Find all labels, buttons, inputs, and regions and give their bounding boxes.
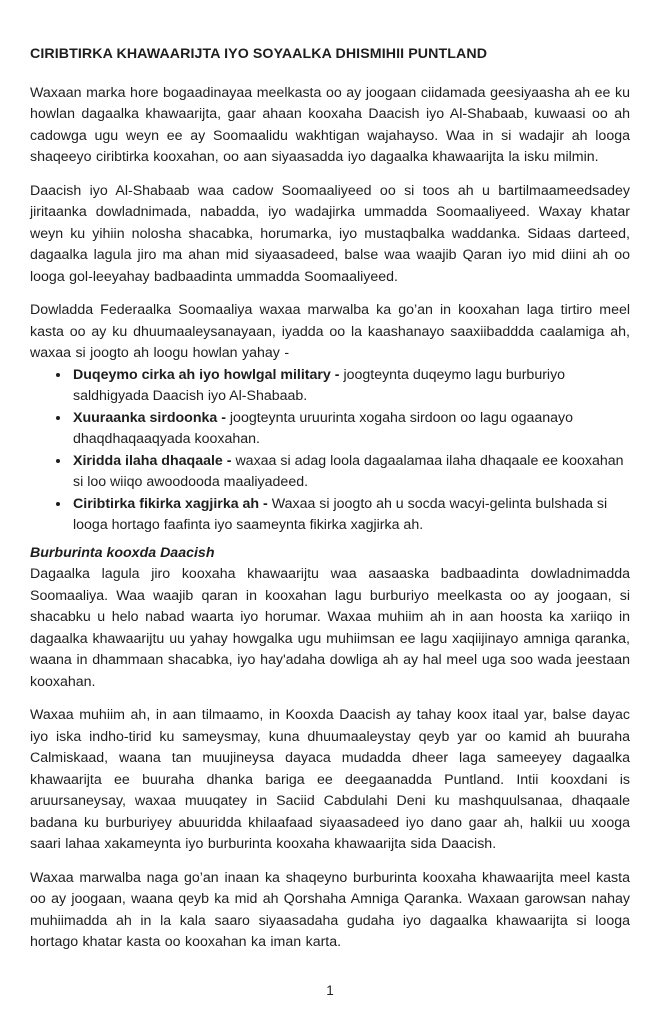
paragraph-closing: Waxaa marwalba naga go’an inaan ka shaqeyno burburinta kooxaha khawaarijta meel kasta oo ay joogaan, waana qeyb ka mid ah Qorshaha Amniga Qaranka. Waxaan garowsan nahay muhiimadda ah in la kala saaro siyaasadaha gudaha iyo dagaalka khawaarijta si looga hortago khatar kasta oo kooxahan ka iman karta. <box>30 869 630 950</box>
bullet-lead: Duqeymo cirka ah iyo howlgal military - <box>73 366 340 383</box>
paragraph-intro: Waxaan marka hore bogaadinayaa meelkasta oo ay joogaan ciidamada geesiyaasha ah ee ku howlan dagaalka khawaarijta, gaar ahaan kooxaha Daacish iyo Al-Shabaab, kuwaasi oo ah cadowga ugu weyn ee ay Soomaalidu wakhtigan wajahayso. Waa in si wadajir ah looga shaqeeyo ciribtirka kooxahan, oo aan siyaasadda iyo dagaalka khawaarijta la isku milmin. <box>30 84 630 165</box>
bullet-text: Waxaa si joogto ah u socda wacyi-gelinta bulshada si looga hortago faafinta iyo saameynta fikirka xagjirka ah. <box>73 495 608 533</box>
list-item-intelligence <box>71 408 630 451</box>
paragraph-government-commitment: Dowladda Federaalka Soomaaliya waxaa marwalba ka go’an in kooxahan laga tirtiro meel kasta oo ay ku dhuumaaleysanayaan, iyadda oo la kaashanayo saaxiibaddda caalamiga ah, waxaa si joogto ah loogu howlan yahay - <box>30 302 630 361</box>
paragraph-daacish-fight: Dagaalka lagula jiro kooxaha khawaarijtu waa aasaaska badbaadinta dowladnimadda Soomaaliya. Waa waajib qaran in kooxahan lagu burburiyo meelkasta oo ay joogaan, si shacabku u helo nabad waarta iyo horumar. Waxaa muhiim ah in aan hoosta ka xariiqo in dagaalka khawaarijtu uu yahay howgalka ugu muhiimsan ee lagu xaqiijinayo amniga qaranka, waana in dhammaan shacabka, iyo hay'adaha dowliga ah ay hal meel uga soo wada jeestaan kooxahan. <box>30 566 630 690</box>
bullet-lead: Xiridda ilaha dhaqaale - <box>73 452 232 469</box>
list-item-airstrikes <box>71 365 630 408</box>
key-efforts-list <box>30 365 630 537</box>
list-item-ideology <box>71 494 630 537</box>
bullet-text: waxaa si adag loola dagaalamaa ilaha dhaqaale ee kooxahan si loo wiiqo awoodooda maaliyadeed. <box>73 452 624 490</box>
bullet-text: joogteynta duqeymo lagu burburiyo saldhigyada Daacish iyo Al-Shabaab. <box>73 366 566 404</box>
bullet-lead: Xuuraanka sirdoonka - <box>73 409 226 426</box>
section-heading: Burburinta kooxda Daacish <box>30 544 215 561</box>
paragraph-enemy-description: Daacish iyo Al-Shabaab waa cadow Soomaaliyeed oo si toos ah u bartilmaameedsadey jiritaanka dowladnimada, nabadda, iyo wadajirka ummadda Soomaaliyeed. Waxay khatar weyn ku yihiin nolosha shacabka, horumarka, iyo mustaqbalka waddanka. Sidaas darteed, dagaalka lagula jiro ma ahan mid siyaasadeed, balse waa waajib Qaran iyo mid diini ah oo looga gol-leeyahay badbaadinta ummadda Soomaaliyeed. <box>30 182 630 285</box>
bullet-text: joogteynta uruurinta xogaha sirdoon oo lagu ogaanayo dhaqdhaqaaqyada kooxahan. <box>73 409 574 447</box>
bullet-lead: Ciribtirka fikirka xagjirka ah - <box>73 495 268 512</box>
page-number: 1 <box>326 983 334 998</box>
paragraph-daacish-assessment: Waxaa muhiim ah, in aan tilmaamo, in Kooxda Daacish ay tahay koox itaal yar, balse dayac iyo iska indho-tirid ku sameysmay, kuna dhuumaaleystay qeyb yar oo kamid ah buuraha Calmiskaad, waana tan muujineysa dayaca mudadda dheer laga sameeyey dagaalka khawaarijta ee buuraha dhanka bariga ee deegaanadda Puntland. Intii kooxdani is aruursaneysay, waxaa muuqatey in Saciid Cabdulahi Deni ku mashquulsanaa, dhaqaale badana ku burburiyey abuuridda khilaafaad siyaasadeed iyo dano gaar ah, halkii uu xooga saari lahaa xakameynta iyo burburinta kooxaha khawaarijta sida Daacish. <box>30 707 630 852</box>
document-title: CIRIBTIRKA KHAWAARIJTA IYO SOYAALKA DHISMIHII PUNTLAND <box>30 46 488 62</box>
list-item-finances <box>71 451 630 494</box>
